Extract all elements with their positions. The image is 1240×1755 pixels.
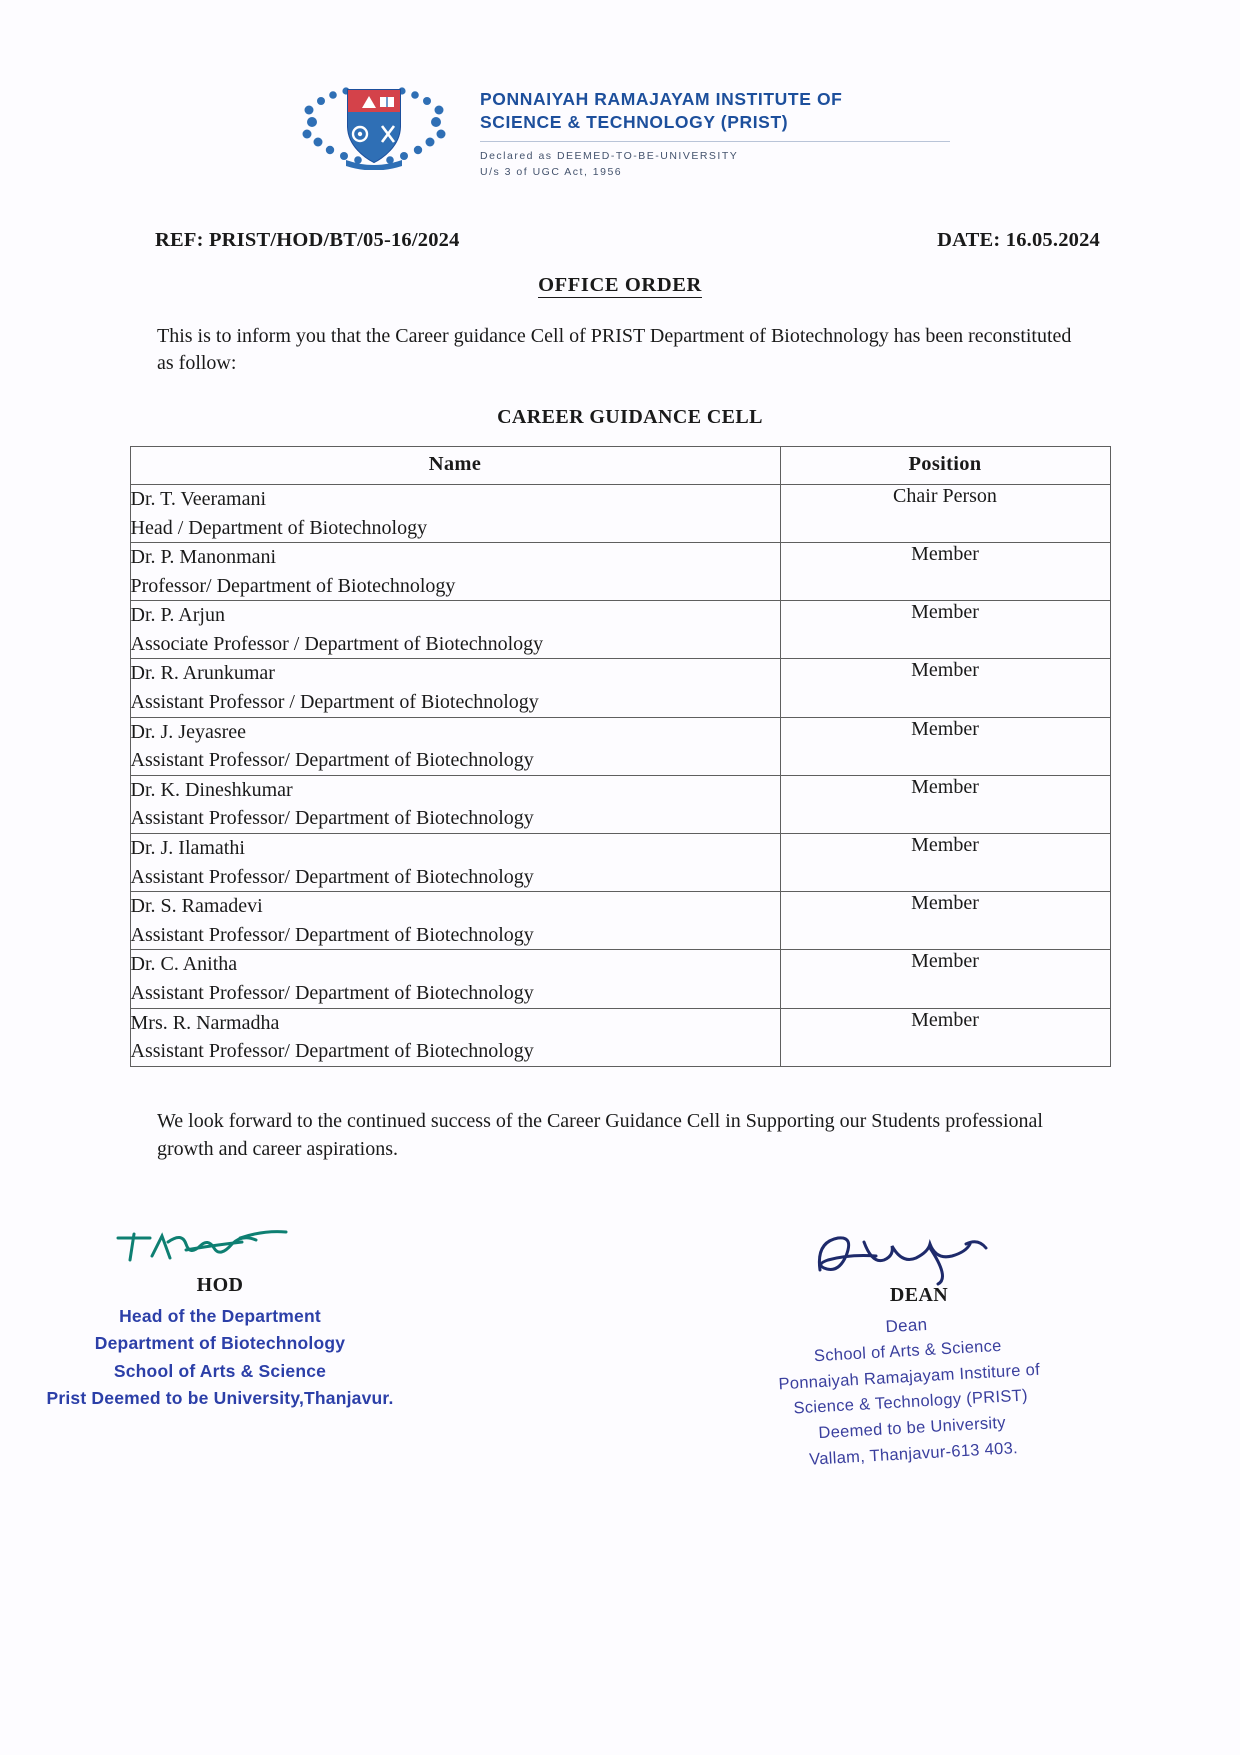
member-designation: Assistant Professor/ Department of Biotechnology [130, 865, 534, 888]
member-designation: Assistant Professor/ Department of Biotechnology [130, 982, 534, 1004]
table-row [130, 1008, 1110, 1066]
column-header-name: Name [130, 446, 780, 484]
member-name-cell [130, 1008, 780, 1066]
hod-stamp-line-4: Prist Deemed to be University,Thanjavur. [46, 1388, 394, 1409]
document-date: DATE: 16.05.2024 [937, 228, 1100, 251]
member-name: Dr. J. Ilamathi [130, 837, 245, 860]
declaration-line1: Declared as DEEMED-TO-BE-UNIVERSITY [480, 150, 739, 163]
dean-stamp-line-6: Vallam, Thanjavur-613 403. [808, 1438, 1019, 1468]
table-header-row [130, 446, 1110, 484]
table-row [130, 601, 1110, 659]
hod-signature-block [30, 1216, 410, 1414]
letterhead-divider [480, 141, 950, 142]
member-name-cell [130, 892, 780, 950]
member-designation: Assistant Professor / Department of Biotechnology [130, 691, 539, 714]
member-name: Dr. P. Arjun [130, 604, 225, 627]
member-name: Dr. S. Ramadevi [130, 895, 263, 918]
member-name-cell [130, 834, 780, 892]
member-name-cell [130, 717, 780, 775]
dean-stamp-line-1: Dean [884, 1314, 928, 1336]
member-name-cell [130, 601, 780, 659]
page-title-text: OFFICE ORDER [538, 273, 702, 296]
member-designation: Assistant Professor/ Department of Biotechnology [130, 1040, 534, 1063]
column-header-position: Position [780, 446, 1110, 484]
letterhead [0, 0, 1240, 181]
member-name: Mrs. R. Narmadha [130, 1011, 280, 1034]
member-designation: Professor/ Department of Biotechnology [130, 574, 456, 597]
intro-paragraph: This is to inform you that the Career guidance Cell of PRIST Department of Biotechnology has been reconstituted as follow: [157, 324, 1072, 375]
member-name-cell [130, 484, 780, 542]
institute-name-line2: SCIENCE & TECHNOLOGY (PRIST) [480, 112, 789, 133]
member-position: Member [780, 775, 1110, 833]
member-name: Dr. K. Dineshkumar [130, 778, 293, 801]
dean-stamp-line-3: Ponnaiyah Ramajayam Institure of [778, 1360, 1041, 1393]
member-position: Member [780, 717, 1110, 775]
member-name: Dr. J. Jeyasree [130, 720, 247, 743]
member-position: Member [780, 659, 1110, 717]
closing-paragraph: We look forward to the continued success of the Career Guidance Cell in Supporting our Students professional growth and career aspirations. [157, 1109, 1043, 1161]
table-row [130, 717, 1110, 775]
dean-stamp-line-2: School of Arts & Science [813, 1336, 1003, 1366]
hod-stamp [30, 1303, 410, 1414]
dean-signature-block [700, 1226, 1120, 1467]
member-position: Member [780, 892, 1110, 950]
table-row [130, 950, 1110, 1008]
hod-stamp-line-3: School of Arts & Science [113, 1360, 327, 1381]
member-position: Member [780, 950, 1110, 1008]
member-name-cell [130, 659, 780, 717]
dean-stamp-line-4: Science & Technology (PRIST) [793, 1386, 1029, 1418]
member-designation: Assistant Professor/ Department of Biotechnology [130, 749, 534, 772]
member-name-cell [130, 775, 780, 833]
member-name-cell [130, 543, 780, 601]
member-designation: Assistant Professor/ Department of Biotechnology [130, 807, 534, 830]
handwritten-signature-icon [700, 1226, 1120, 1288]
table-row [130, 775, 1110, 833]
page-title [0, 274, 1240, 297]
dean-role-label: DEAN [889, 1283, 949, 1306]
letterhead-text [480, 78, 950, 181]
member-position: Chair Person [780, 484, 1110, 542]
member-position: Member [780, 834, 1110, 892]
member-designation: Head / Department of Biotechnology [130, 516, 428, 539]
table-row [130, 484, 1110, 542]
hod-stamp-line-1: Head of the Department [119, 1305, 321, 1326]
university-crest-icon [290, 78, 458, 170]
hod-role-label: HOD [196, 1273, 244, 1296]
section-heading: CAREER GUIDANCE CELL [497, 405, 763, 428]
signature-area [0, 1216, 1240, 1516]
member-name: Dr. T. Veeramani [130, 487, 267, 510]
institute-name-line1: PONNAIYAH RAMAJAYAM INSTITUTE OF [480, 89, 843, 109]
member-position: Member [780, 601, 1110, 659]
dean-stamp-line-5: Deemed to be University [817, 1413, 1007, 1442]
member-position: Member [780, 1008, 1110, 1066]
member-name: Dr. P. Manonmani [130, 546, 277, 569]
hod-stamp-line-2: Department of Biotechnology [94, 1333, 346, 1354]
member-name: Dr. C. Anitha [130, 953, 238, 976]
handwritten-signature-icon [30, 1216, 410, 1278]
declaration-line2: U/s 3 of UGC Act, 1956 [480, 166, 623, 179]
member-name: Dr. R. Arunkumar [130, 662, 275, 685]
reference-row [155, 229, 1100, 252]
member-designation: Assistant Professor/ Department of Biotechnology [130, 923, 534, 946]
member-designation: Associate Professor / Department of Biotechnology [130, 632, 544, 655]
table-row [130, 543, 1110, 601]
members-table [130, 446, 1111, 1067]
table-row [130, 892, 1110, 950]
table-row [130, 834, 1110, 892]
dean-stamp [696, 1301, 1124, 1478]
reference-number: REF: PRIST/HOD/BT/05-16/2024 [155, 228, 460, 251]
table-row [130, 659, 1110, 717]
member-position: Member [780, 543, 1110, 601]
member-name-cell [130, 950, 780, 1008]
